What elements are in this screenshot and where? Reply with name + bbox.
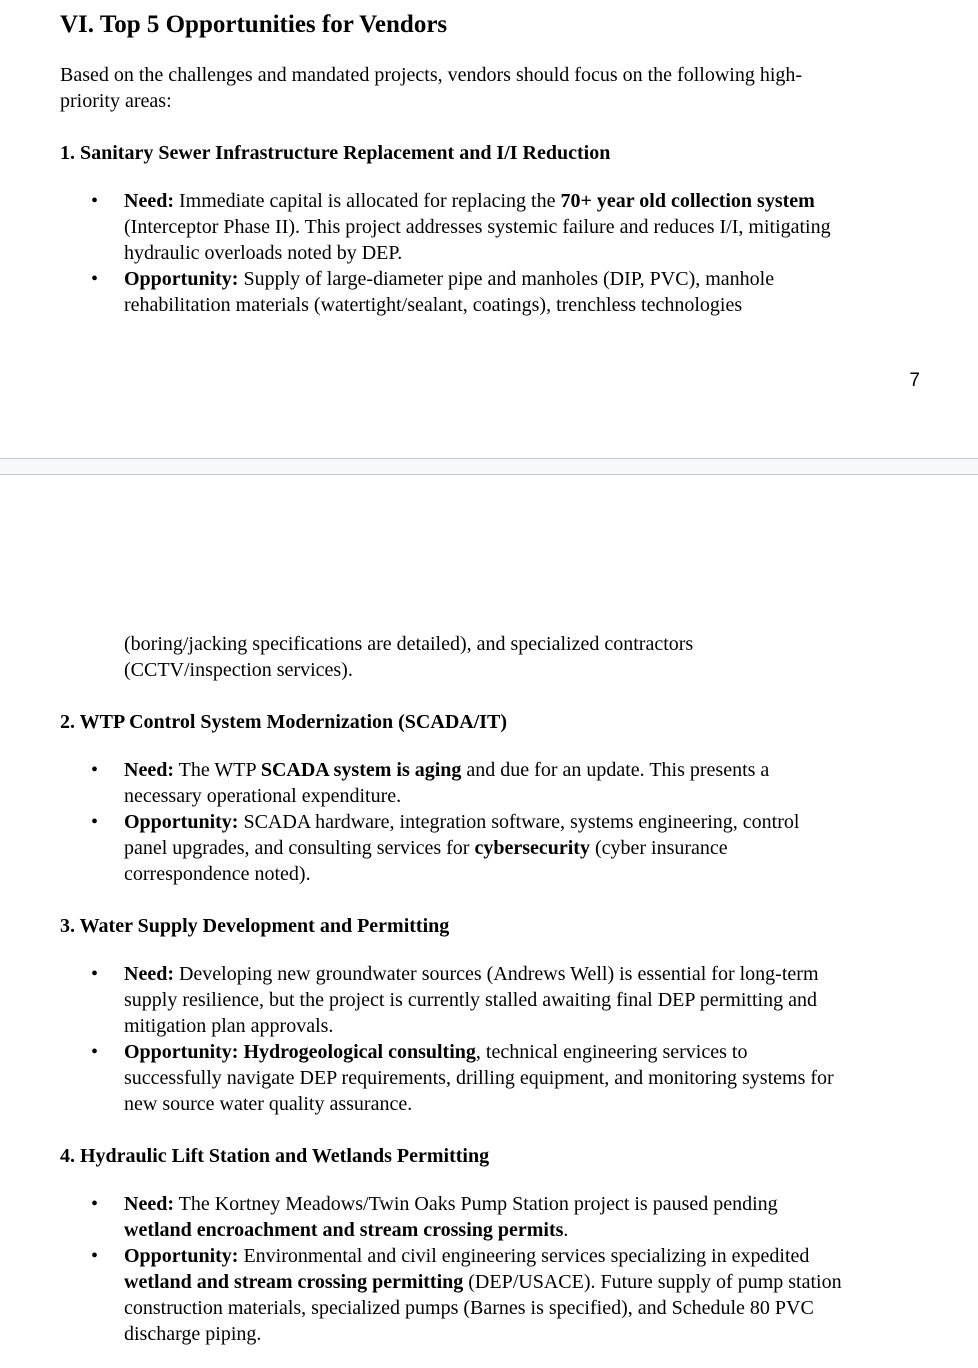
text-run: , technical engineering services to bbox=[475, 1041, 748, 1063]
text-line bbox=[60, 1143, 920, 1169]
bold-text-run: SCADA system is aging bbox=[260, 759, 462, 781]
text-run: Developing new groundwater sources (Andrews Well) is essential for long-term bbox=[173, 963, 819, 985]
bullet-item bbox=[60, 1039, 920, 1117]
text-line bbox=[124, 1191, 920, 1217]
text-line bbox=[124, 631, 920, 657]
text-run: necessary operational expenditure. bbox=[124, 785, 402, 807]
bold-text-run: Opportunity: Hydrogeological consulting bbox=[124, 1041, 476, 1063]
text-run: hydraulic overloads noted by DEP. bbox=[124, 242, 403, 264]
bullet-item bbox=[60, 961, 920, 1039]
text-line bbox=[124, 1243, 920, 1269]
text-run: correspondence noted). bbox=[124, 863, 311, 885]
bold-text-run: 4. Hydraulic Lift Station and Wetlands Permitting bbox=[60, 1145, 490, 1167]
bullet-item bbox=[60, 188, 920, 266]
paragraph bbox=[60, 62, 920, 114]
text-line bbox=[60, 10, 920, 40]
text-line bbox=[124, 783, 920, 809]
bullet-icon: • bbox=[91, 1193, 99, 1215]
text-line bbox=[124, 188, 920, 214]
text-run: (Interceptor Phase II). This project addresses systemic failure and reduces I/I, mitigating bbox=[124, 216, 831, 238]
text-run: rehabilitation materials (watertight/sealant, coatings), trenchless technologies bbox=[124, 294, 743, 316]
bullet-icon: • bbox=[91, 190, 99, 212]
text-run: SCADA hardware, integration software, systems engineering, control bbox=[238, 811, 800, 833]
text-line bbox=[124, 292, 920, 318]
bullet-list bbox=[60, 631, 920, 683]
page-8 bbox=[0, 475, 978, 1368]
text-run: Environmental and civil engineering services specializing in expedited bbox=[238, 1245, 810, 1267]
bold-text-run: Opportunity: bbox=[124, 1245, 239, 1267]
text-line bbox=[124, 240, 920, 266]
text-run: The Kortney Meadows/Twin Oaks Pump Station project is paused pending bbox=[173, 1193, 778, 1215]
text-run: and due for an update. This presents a bbox=[461, 759, 770, 781]
bold-text-run: 3. Water Supply Development and Permitting bbox=[60, 915, 450, 937]
text-line bbox=[124, 1091, 920, 1117]
page-7 bbox=[0, 0, 978, 458]
bullet-item bbox=[60, 757, 920, 809]
text-run: (CCTV/inspection services). bbox=[124, 659, 353, 681]
bold-text-run: Opportunity: bbox=[124, 268, 239, 290]
text-line bbox=[124, 657, 920, 683]
text-line bbox=[124, 1065, 920, 1091]
bold-text-run: Need: bbox=[124, 759, 174, 781]
text-line bbox=[124, 214, 920, 240]
text-line bbox=[124, 835, 920, 861]
text-line bbox=[60, 913, 920, 939]
section-heading bbox=[60, 709, 920, 735]
bold-text-run: Need: bbox=[124, 963, 174, 985]
text-line bbox=[124, 1269, 920, 1295]
text-run: mitigation plan approvals. bbox=[124, 1015, 334, 1037]
bullet-item bbox=[60, 1243, 920, 1347]
bullet-list bbox=[60, 1191, 920, 1347]
bold-text-run: Need: bbox=[124, 190, 174, 212]
bold-text-run: 70+ year old collection system bbox=[560, 190, 815, 212]
text-run: (DEP/USACE). Future supply of pump station bbox=[463, 1271, 842, 1293]
bullet-icon: • bbox=[91, 1041, 99, 1063]
text-run: (cyber insurance bbox=[589, 837, 728, 859]
section-heading bbox=[60, 913, 920, 939]
document-title bbox=[60, 10, 920, 40]
bold-text-run: cybersecurity bbox=[474, 837, 590, 859]
bullet-icon: • bbox=[91, 963, 99, 985]
bold-text-run: Need: bbox=[124, 1193, 174, 1215]
text-run: panel upgrades, and consulting services for bbox=[124, 837, 475, 859]
text-line bbox=[124, 809, 920, 835]
bold-text-run: wetland encroachment and stream crossing permits bbox=[124, 1219, 564, 1241]
bullet-item bbox=[60, 809, 920, 887]
text-run: Immediate capital is allocated for replacing the bbox=[173, 190, 561, 212]
text-line bbox=[124, 266, 920, 292]
text-run: (boring/jacking specifications are detailed), and specialized contractors bbox=[124, 633, 694, 655]
text-line bbox=[124, 1321, 920, 1347]
bullet-list bbox=[60, 961, 920, 1117]
bullet-item bbox=[60, 1191, 920, 1243]
text-line bbox=[60, 709, 920, 735]
bullet-icon: • bbox=[91, 811, 99, 833]
text-line bbox=[124, 1217, 920, 1243]
text-line bbox=[60, 140, 920, 166]
text-run: Based on the challenges and mandated projects, vendors should focus on the following high- bbox=[60, 64, 803, 86]
section-heading bbox=[60, 140, 920, 166]
section-heading bbox=[60, 1143, 920, 1169]
bullet-icon: • bbox=[91, 268, 99, 290]
text-run: new source water quality assurance. bbox=[124, 1093, 413, 1115]
text-run: . bbox=[563, 1219, 569, 1241]
bold-text-run: 2. WTP Control System Modernization (SCADA/IT) bbox=[60, 711, 508, 733]
bold-text-run: 1. Sanitary Sewer Infrastructure Replacement and I/I Reduction bbox=[60, 142, 611, 164]
text-run: supply resilience, but the project is currently stalled awaiting final DEP permitting and bbox=[124, 989, 817, 1011]
text-line bbox=[124, 1039, 920, 1065]
text-line bbox=[124, 987, 920, 1013]
bold-text-run: Opportunity: bbox=[124, 811, 239, 833]
bold-text-run: wetland and stream crossing permitting bbox=[124, 1271, 464, 1293]
text-line bbox=[124, 757, 920, 783]
bold-text-run: VI. Top 5 Opportunities for Vendors bbox=[60, 11, 448, 38]
text-run: construction materials, specialized pumps (Barnes is specified), and Schedule 80 PVC bbox=[124, 1297, 814, 1319]
text-run: Supply of large-diameter pipe and manholes (DIP, PVC), manhole bbox=[238, 268, 775, 290]
text-line bbox=[124, 961, 920, 987]
bullet-icon: • bbox=[91, 759, 99, 781]
text-line bbox=[124, 1295, 920, 1321]
text-run: priority areas: bbox=[60, 90, 172, 112]
text-line bbox=[124, 861, 920, 887]
text-line bbox=[124, 1013, 920, 1039]
list-item-continuation bbox=[60, 631, 920, 683]
bullet-list bbox=[60, 188, 920, 318]
page-break-separator bbox=[0, 458, 978, 475]
bullet-list bbox=[60, 757, 920, 887]
page-number: 7 bbox=[909, 370, 920, 391]
text-run: discharge piping. bbox=[124, 1323, 262, 1345]
text-run: successfully navigate DEP requirements, drilling equipment, and monitoring systems for bbox=[124, 1067, 834, 1089]
text-line bbox=[60, 88, 920, 114]
bullet-item bbox=[60, 266, 920, 318]
text-run: The WTP bbox=[173, 759, 261, 781]
text-line bbox=[60, 62, 920, 88]
bullet-icon: • bbox=[91, 1245, 99, 1267]
